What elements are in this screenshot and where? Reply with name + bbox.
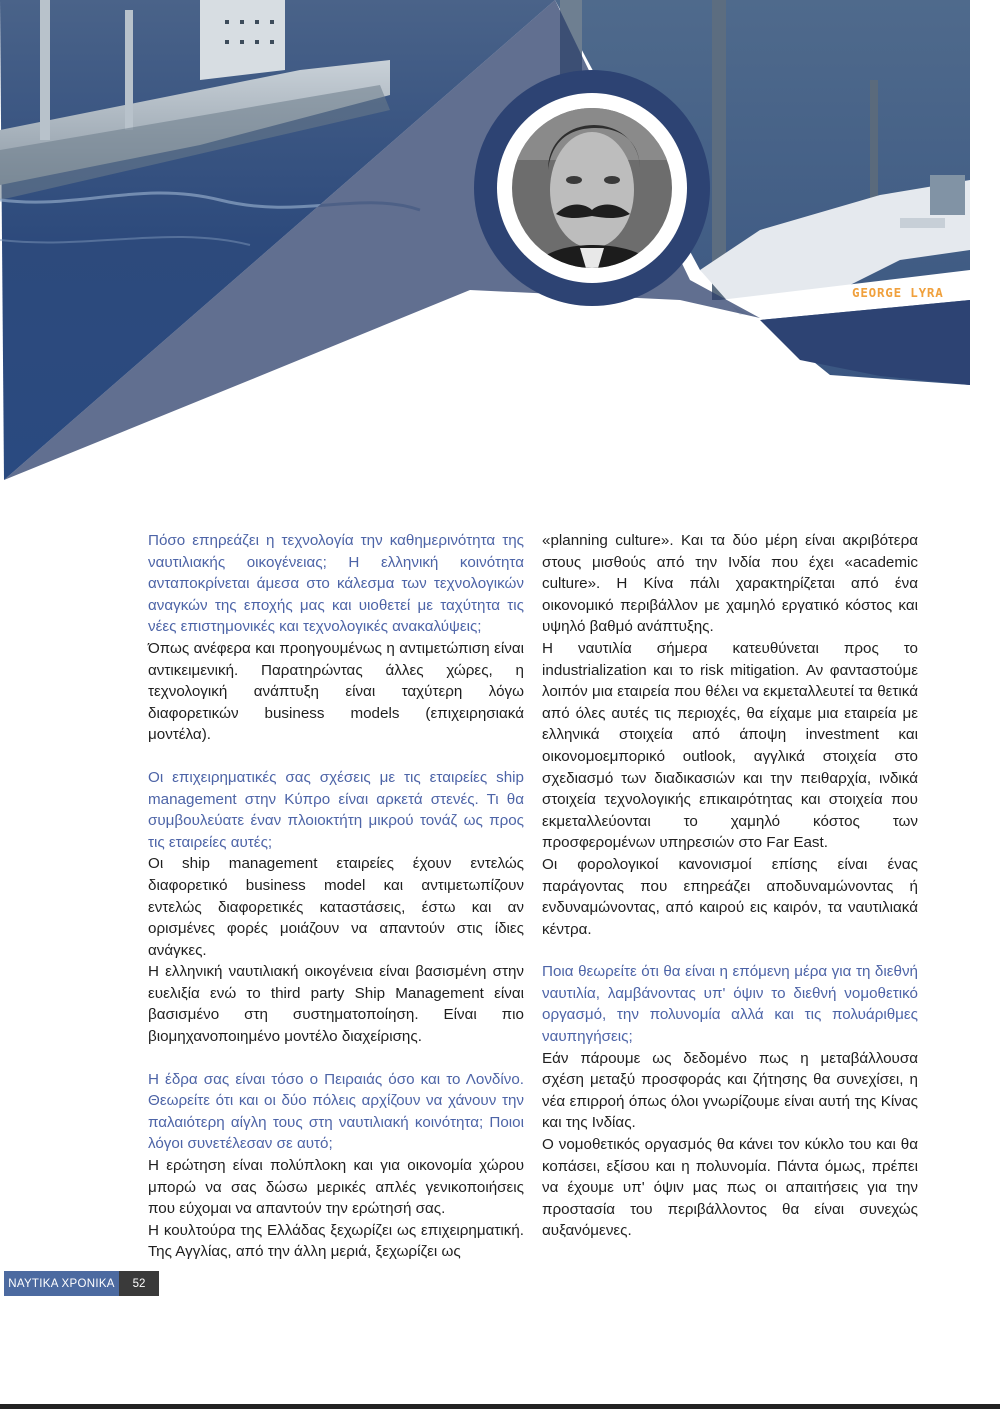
interview-answer: Ο νομοθετικός οργασμός θα κάνει τον κύκλο του και θα κοπάσει, εξίσου και η πολυνομία. Πάντα όμως, πρέπει να έχουμε υπ' όψιν μας πως οι απαιτήσεις για την προστασία του περιβάλλοντος θα είναι συνεχώς αυξανόμενες.: [542, 1136, 918, 1240]
interview-answer: Εάν πάρουμε ως δεδομένο πως η μεταβάλλουσα σχέση μεταξύ προσφοράς και ζήτησης θα συνεχίσει, η νέα επιρροή όπως όλοι γνωρίζουμε είναι αυτή της Κίνας και της Ινδίας.: [542, 1049, 918, 1132]
interview-answer: Η ελληνική ναυτιλιακή οικογένεια είναι βασισμένη στην ευελιξία ενώ το third party Ship Management είναι βασισμένο στη συστηματοποίηση. Είναι πιο βιομηχανοποιημένο μοντέλο διαχείρισης.: [148, 963, 524, 1046]
interview-question: Ποια θεωρείτε ότι θα είναι η επόμενη μέρα για τη διεθνή ναυτιλία, λαμβάνοντας υπ' όψιν το διεθνή νομοθετικό οργασμό, την πολυνομία αλλά και τις πολυάριθμες ναυπηγήσεις;: [542, 963, 918, 1046]
interview-question: Πόσο επηρεάζει η τεχνολογία την καθημερινότητα της ναυτιλιακής οικογένειας; Η ελληνική κοινότητα ανταποκρίνεται άμεσα στο κάλεσμα των τεχνολογικών αναγκών της εποχής μας και υιοθετεί με ταχύτητα τις νέες επιστημονικές και τεχνολογικές ανακαλύψεις;: [148, 532, 524, 636]
interview-answer: Η κουλτούρα της Ελλάδας ξεχωρίζει ως επιχειρηματική. Της Αγγλίας, από την άλλη μεριά, ξεχωρίζει ως: [148, 1221, 524, 1261]
interview-answer: Όπως ανέφερα και προηγουμένως η αντιμετώπιση είναι αντικειμενική. Παρατηρώντας άλλες χώρες, η τεχνολογική ανάπτυξη είναι ταχύτερη λόγω διαφορετικών business models (επιχειρησιακά μοντέλα).: [148, 639, 524, 744]
hero-photo-collage: [0, 0, 1000, 490]
interview-answer: Οι φορολογικοί κανονισμοί επίσης είναι ένας παράγοντας που επηρεάζει αποδυναμώνοντας ή ενδυναμώνοντας, από καιρού εις καιρόν, τα ναυτιλιακά κέντρα.: [542, 855, 918, 938]
magazine-name: ΝΑΥΤΙΚΑ ΧΡΟΝΙΚΑ: [4, 1271, 119, 1296]
interview-answer: Η ναυτιλία σήμερα κατευθύνεται προς το industrialization και το risk mitigation. Αν φανταστούμε λοιπόν μια εταιρεία που θέλει να εκμεταλλευτεί τα θετικά από όλες αυτές τις περιοχές, θα είχαμε μια εταιρεία με ελληνικά στοιχεία από άποψη investment και οικονομοεμπορικό outlook, αγγλικά στοιχεία στο σχεδιασμό των διαδικασιών και την πειθαρχία, ινδικά στοιχεία τεχνολογικής επικαιρότητας και στοιχεία που εκμεταλλεύονται το χαμηλό κόστος των προσφερομένων υπηρεσιών στο Far East.: [542, 639, 918, 852]
interview-answer: «planning culture». Και τα δύο μέρη είναι ακριβότερα στους μισθούς από την Ινδία που έχει «academic culture». Η Κίνα πάλι χαρακτηρίζεται από ένα οικονομικό περιβάλλον με χαμηλό εργατικό κόστος και υψηλό βαθμό ανάπτυξης.: [542, 532, 918, 636]
page-footer: [4, 1271, 159, 1296]
interview-question: Η έδρα σας είναι τόσο ο Πειραιάς όσο και το Λονδίνο. Θεωρείτε ότι και οι δύο πόλεις αρχίζουν να χάνουν την παλαιότερη αίγλη τους στη ναυτιλιακή κοινότητα; Ποιοι λόγοι συνετέλεσαν σε αυτό;: [148, 1070, 524, 1153]
ship-name-text: GEORGE LYRA: [852, 285, 944, 300]
article-column-left: [148, 530, 524, 1263]
interview-question: Οι επιχειρηματικές σας σχέσεις με τις εταιρείες ship management στην Κύπρο είναι αρκετά στενές. Τι θα συμβουλεύατε έναν πλοιοκτήτη μικρού τονάζ ως προς τις εταιρείες αυτές;: [148, 768, 524, 851]
article-column-right: [542, 530, 918, 1242]
page-number: 52: [119, 1271, 159, 1296]
interview-answer: Η ερώτηση είναι πολύπλοκη και για οικονομία χώρου μπορώ να σας δώσω μερικές απλές γενικοποιήσεις που εύχομαι να απαντούν την ερώτησή σας.: [148, 1157, 524, 1218]
bottom-divider: [0, 1404, 1000, 1409]
interview-answer: Οι ship management εταιρείες έχουν εντελώς διαφορετικό business model και αντιμετωπίζουν εντελώς διαφορετικές καταστάσεις, έστω και αν ορισμένες φορές μοιάζουν να απαντούν στις ίδιες ανάγκες.: [148, 855, 524, 959]
